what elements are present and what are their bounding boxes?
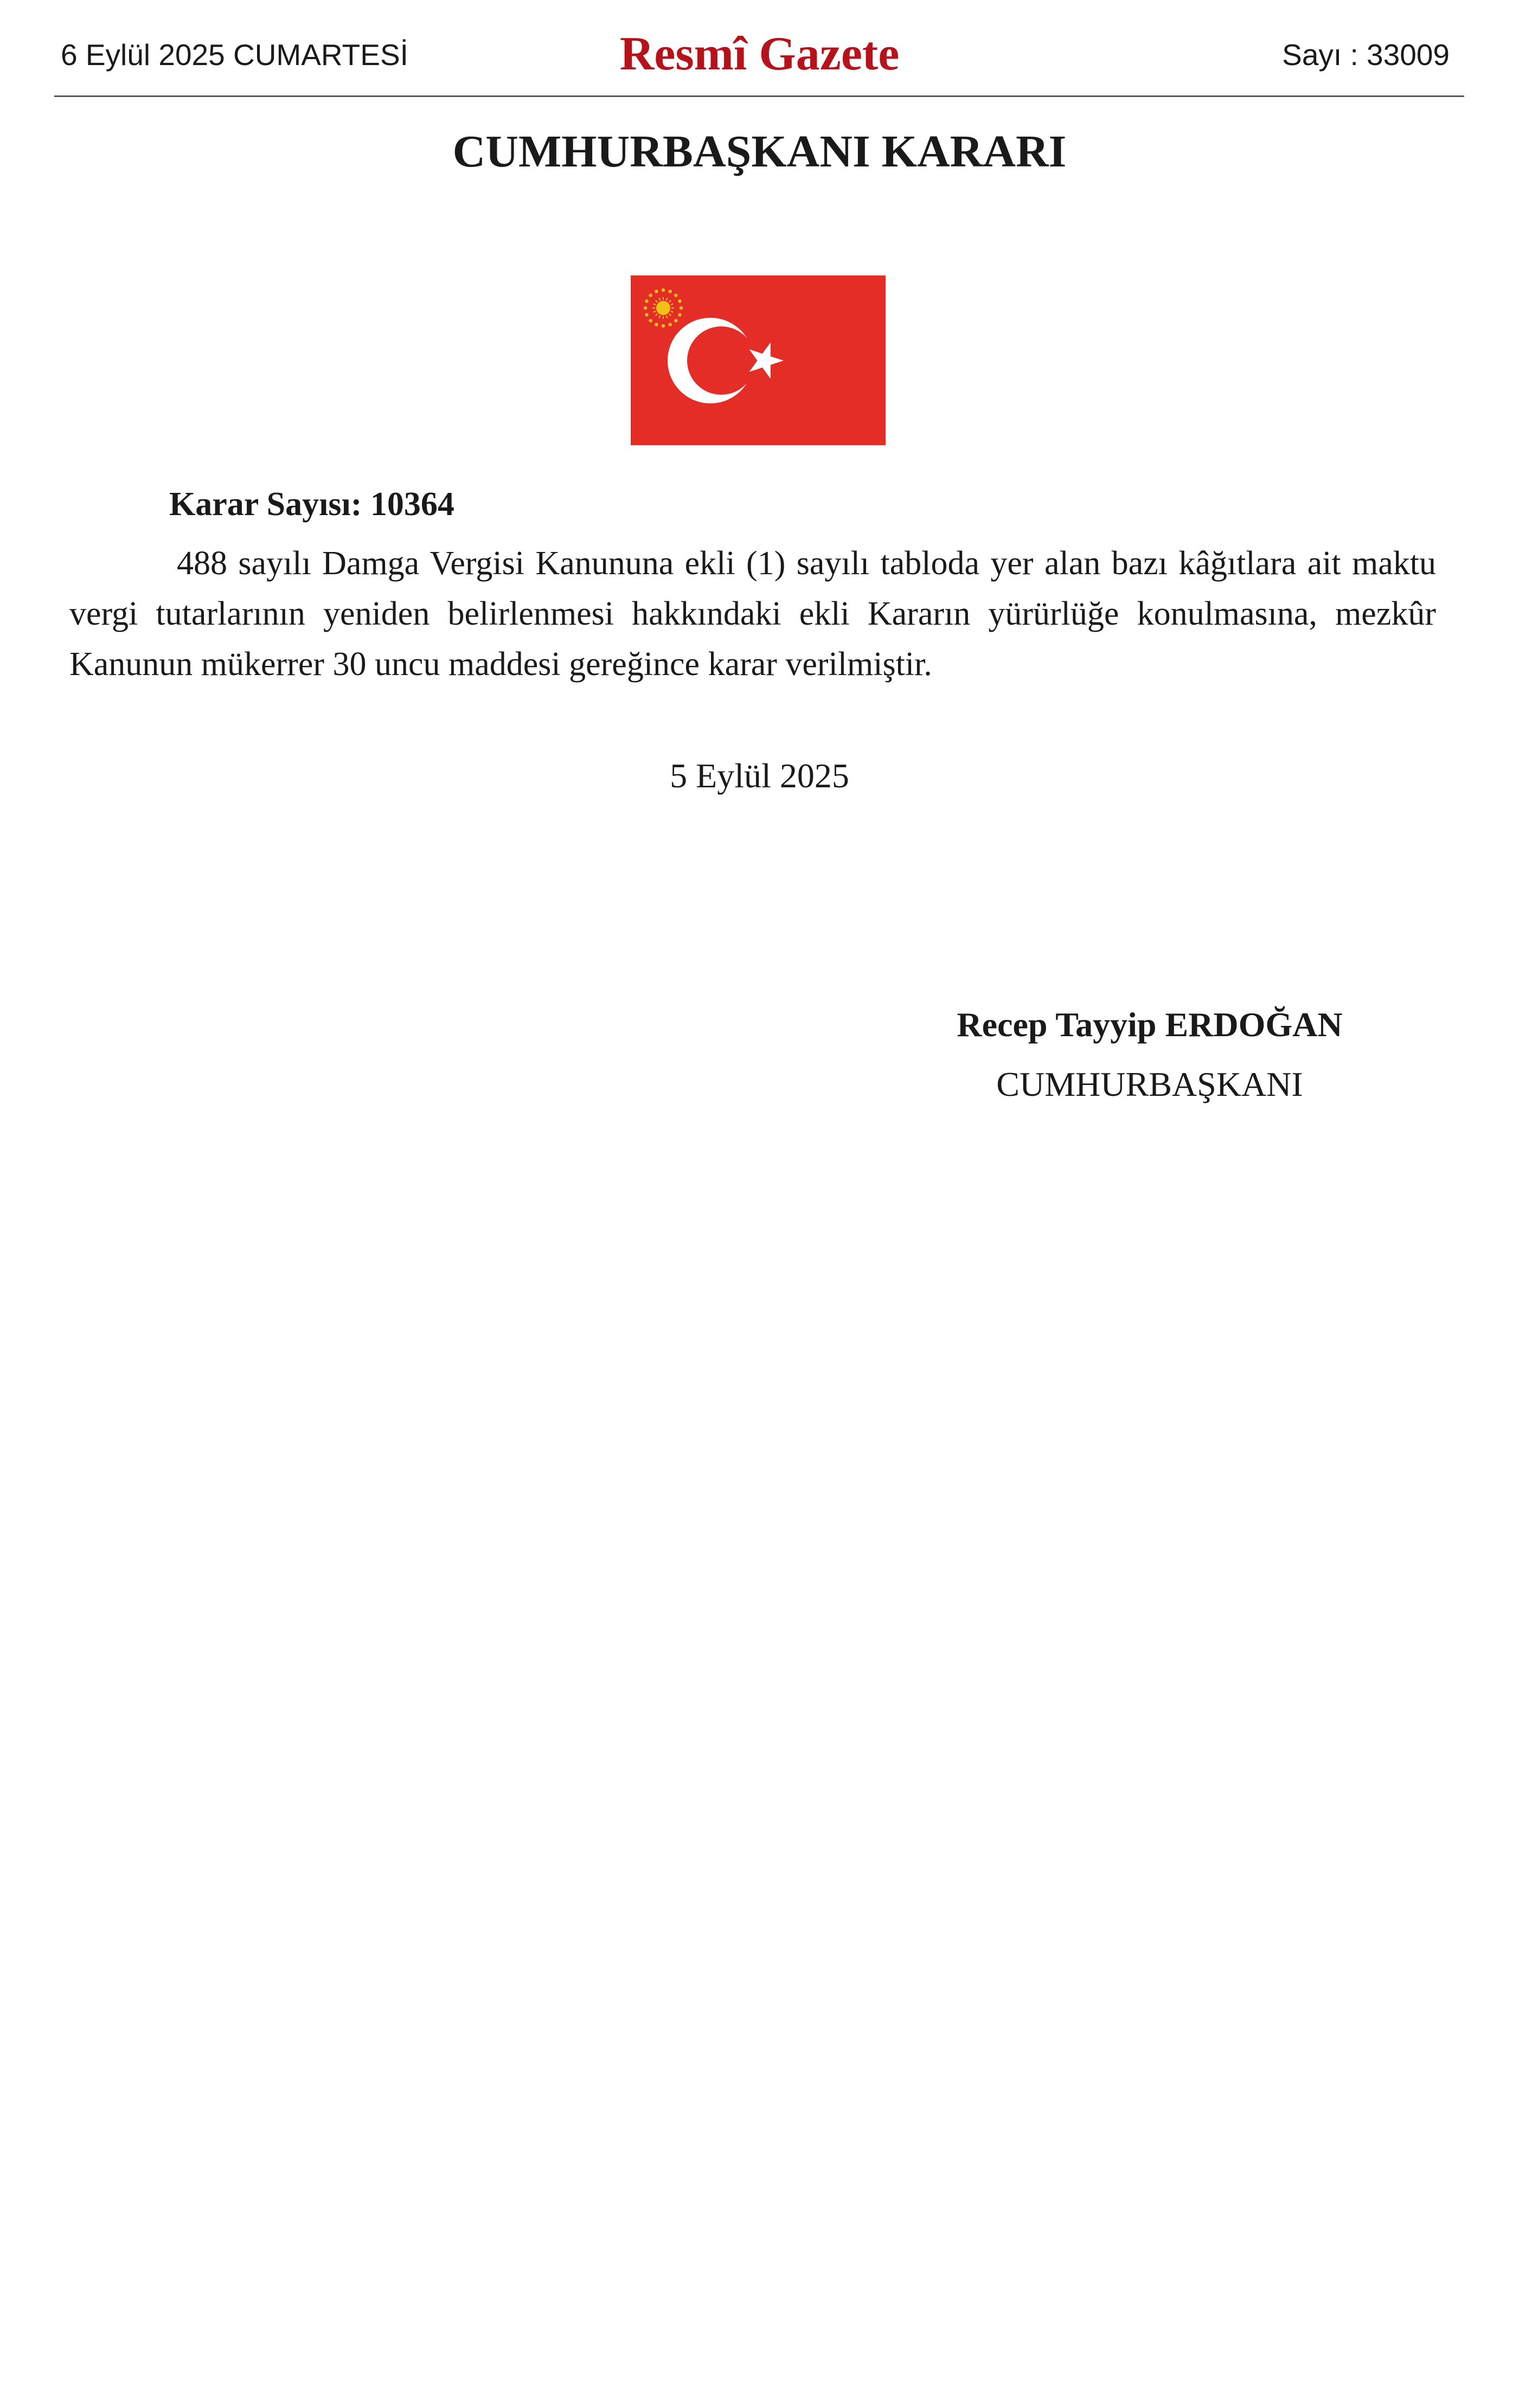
signer-name: Recep Tayyip ERDOĞAN	[957, 1005, 1343, 1044]
emblem-star-icon	[674, 319, 677, 322]
signature-block	[879, 995, 1421, 1114]
presidential-flag-icon	[631, 275, 886, 445]
emblem-star-icon	[644, 306, 647, 310]
header-divider	[54, 95, 1464, 97]
emblem-star-icon	[668, 290, 671, 293]
gazette-issue-number: Sayı : 33009	[1282, 38, 1450, 72]
decision-date: 5 Eylül 2025	[670, 756, 849, 795]
emblem-star-icon	[655, 290, 658, 293]
sun-core-icon	[656, 301, 670, 315]
emblem-star-icon	[645, 299, 648, 303]
emblem-star-icon	[649, 293, 652, 297]
decision-number: Karar Sayısı: 10364	[169, 486, 454, 523]
emblem-star-icon	[678, 299, 681, 303]
emblem-star-icon	[662, 288, 665, 292]
emblem-star-icon	[680, 306, 683, 310]
gazette-date: 6 Eylül 2025 CUMARTESİ	[61, 38, 408, 72]
emblem-star-icon	[668, 323, 671, 326]
emblem-star-icon	[662, 324, 665, 328]
emblem-star-icon	[674, 293, 677, 297]
signer-title: CUMHURBAŞKANI	[996, 1065, 1303, 1103]
decision-heading: CUMHURBAŞKANI KARARI	[452, 126, 1067, 177]
emblem-star-icon	[678, 313, 681, 316]
decision-body: 488 sayılı Damga Vergisi Kanununa ekli (1) sayılı tabloda yer alan bazı kâğıtlara ait maktu vergi tutarlarının yeniden belirlenmesi hakkındaki ekli Kararın yürürlüğe konulmasına, mezkûr Kanunun mükerrer 30 uncu maddesi gereğince karar verilmiştir.	[69, 545, 1436, 683]
gazette-title-text: Resmî Gazete	[619, 28, 900, 80]
emblem-star-icon	[645, 313, 648, 316]
emblem-star-icon	[649, 319, 652, 322]
emblem-star-icon	[655, 323, 658, 326]
